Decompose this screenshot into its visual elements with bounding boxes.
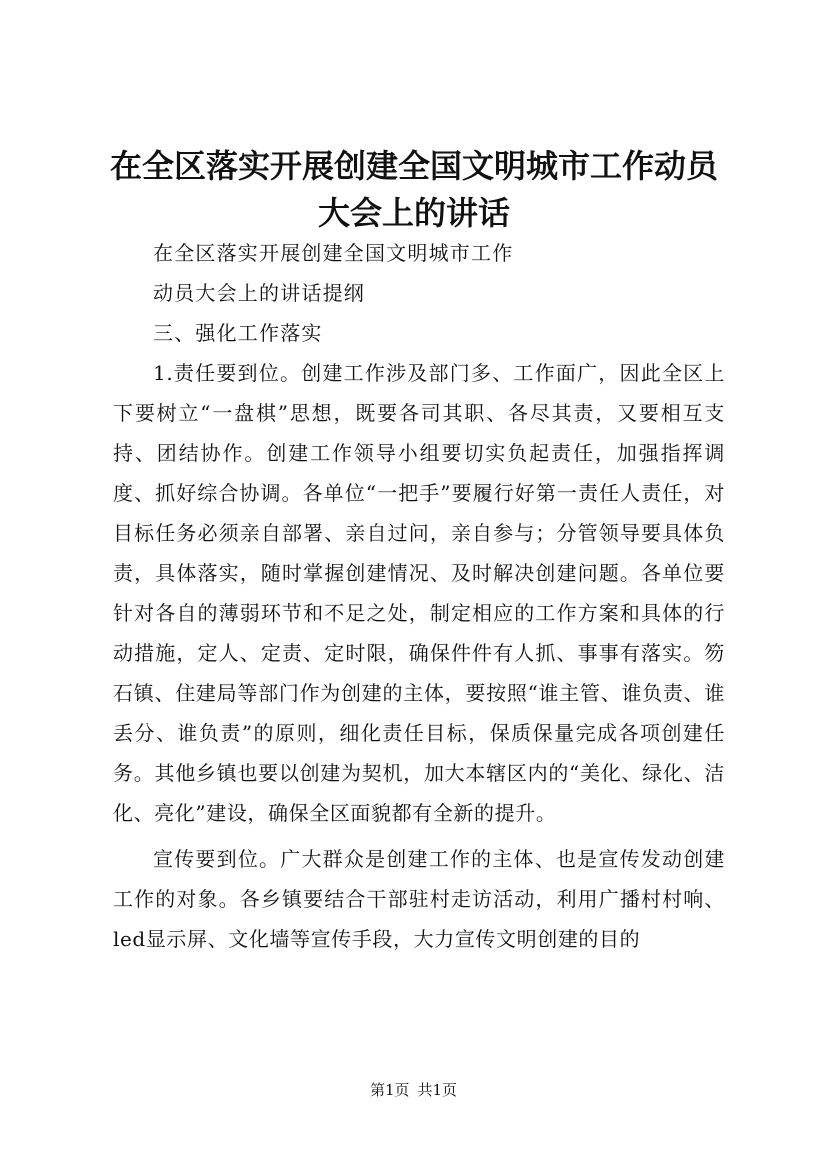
paragraph-publicity: 宣传要到位。广大群众是创建工作的主体、也是宣传发动创建工作的对象。各乡镇要结合干部驻村走访活动，利用广播村村响、led显示屏、文化墙等宣传手段，大力宣传文明创建的目的 — [113, 847, 725, 951]
section-heading: 三、强化工作落实 — [153, 321, 323, 345]
page-number: 第1页 — [369, 1081, 410, 1099]
document-title: 在全区落实开展创建全国文明城市工作动员大会上的讲话 — [109, 147, 718, 232]
subtitle-line-2: 动员大会上的讲话提纲 — [153, 281, 365, 305]
paragraph-responsibility: 1.责任要到位。创建工作涉及部门多、工作面广，因此全区上下要树立“一盘棋”思想，既要各司其职、各尽其责，又要相互支持、团结协作。创建工作领导小组要切实负起责任，加强指挥调度、抓好综合协调。各单位“一把手”要履行好第一责任人责任，对目标任务必须亲自部署、亲自过问，亲自参与；分管领导要具体负责，具体落实，随时掌握创建情况、及时解决创建问题。各单位要针对各自的薄弱环节和不足之处，制定相应的工作方案和具体的行动措施，定人、定责、定时限，确保件件有人抓、事事有落实。笏石镇、住建局等部门作为创建的主体，要按照“谁主管、谁负责、谁丢分、谁负责”的原则，细化责任目标，保质保量完成各项创建任务。其他乡镇也要以创建为契机，加大本辖区内的“美化、绿化、洁化、亮化”建设，确保全区面貌都有全新的提升。 — [113, 361, 725, 825]
page-footer — [0, 1080, 827, 1100]
document-body — [113, 233, 725, 959]
page-total: 共1页 — [417, 1081, 458, 1099]
subtitle-line-1: 在全区落实开展创建全国文明城市工作 — [153, 241, 514, 265]
